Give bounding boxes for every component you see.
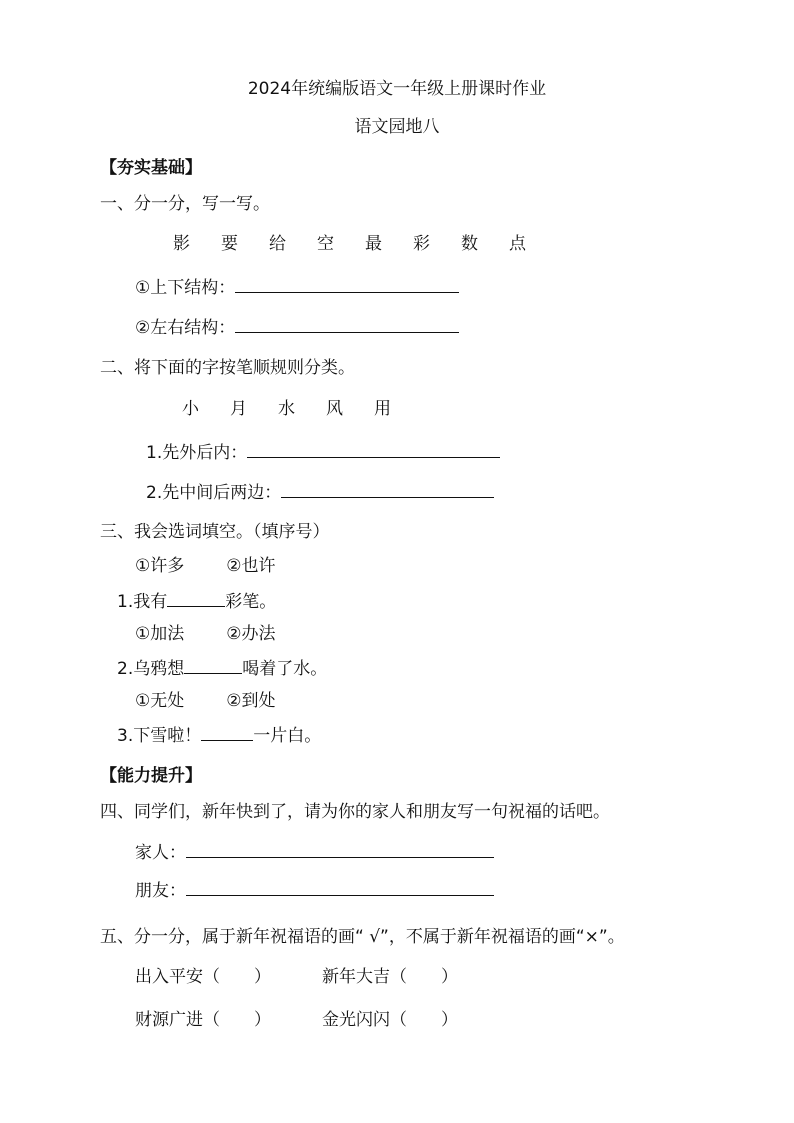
sentence-3: [117, 724, 321, 747]
greeting-item[interactable]: 出入平安（ ）: [135, 967, 271, 987]
page-subtitle: 语文园地八: [354, 117, 440, 137]
sentence-2: [117, 657, 327, 680]
char-item: 水: [278, 399, 295, 419]
options-row: [135, 623, 276, 645]
char-item: 小: [182, 399, 199, 419]
char-item: 彩: [413, 234, 430, 254]
question-5-prompt: 五、分一分，属于新年祝福语的画“ √”，不属于新年祝福语的画“×”。: [100, 927, 625, 947]
sentence-3-start: 3.下雪啦！: [117, 726, 202, 746]
answer-blank[interactable]: [186, 841, 494, 858]
question-2a-label: 1.先外后内：: [146, 443, 248, 463]
question-4b-label: 朋友：: [135, 881, 186, 901]
char-item: 数: [461, 234, 478, 254]
char-item: 月: [230, 399, 247, 419]
char-item: 给: [269, 234, 286, 254]
char-item: 空: [317, 234, 334, 254]
sentence-1-end: 彩笔。: [225, 592, 277, 612]
option-a: ①许多: [135, 556, 185, 576]
question-1-prompt: 一、分一分，写一写。: [100, 194, 270, 214]
question-1b: [135, 316, 459, 339]
question-2-chars: [182, 398, 422, 420]
answer-blank[interactable]: [201, 724, 253, 741]
answer-blank[interactable]: [235, 276, 459, 293]
greeting-item[interactable]: 财源广进（ ）: [135, 1010, 271, 1030]
question-1-chars: [173, 233, 557, 255]
question-2b-label: 2.先中间后两边：: [146, 483, 282, 503]
question-1a-label: ①上下结构：: [135, 278, 236, 298]
question-2a: [146, 441, 500, 464]
option-b: ②办法: [226, 624, 276, 644]
question-4a-label: 家人：: [135, 843, 186, 863]
char-item: 风: [326, 399, 343, 419]
char-item: 点: [509, 234, 526, 254]
sentence-2-start: 2.乌鸦想: [117, 659, 185, 679]
char-item: 要: [221, 234, 238, 254]
answer-blank[interactable]: [247, 441, 500, 458]
sentence-3-end: 一片白。: [253, 726, 322, 746]
question-2b: [146, 481, 494, 504]
answer-blank[interactable]: [235, 316, 459, 333]
option-b: ②到处: [226, 691, 276, 711]
char-item: 最: [365, 234, 382, 254]
page-title: 2024年统编版语文一年级上册课时作业: [247, 79, 547, 99]
sentence-2-end: 喝着了水。: [242, 659, 328, 679]
greeting-item[interactable]: 新年大吉（ ）: [322, 967, 458, 987]
question-1a: [135, 276, 459, 299]
char-item: 影: [173, 234, 190, 254]
answer-blank[interactable]: [184, 657, 242, 674]
option-a: ①无处: [135, 691, 185, 711]
answer-blank[interactable]: [281, 481, 494, 498]
option-b: ②也许: [226, 556, 276, 576]
answer-blank[interactable]: [167, 590, 225, 607]
question-3-prompt: 三、我会选词填空。（填序号）: [100, 522, 330, 542]
question-2-prompt: 二、将下面的字按笔顺规则分类。: [100, 358, 355, 378]
question-1b-label: ②左右结构：: [135, 318, 236, 338]
option-a: ①加法: [135, 624, 185, 644]
question-4-prompt: 四、同学们，新年快到了，请为你的家人和朋友写一句祝福的话吧。: [100, 802, 610, 822]
options-row: [135, 690, 276, 712]
question-4b: [135, 879, 494, 902]
greeting-item[interactable]: 金光闪闪（ ）: [322, 1010, 458, 1030]
char-item: 用: [374, 399, 391, 419]
options-row: [135, 555, 276, 577]
section-heading-advanced: 【能力提升】: [100, 766, 202, 786]
question-4a: [135, 841, 494, 864]
sentence-1-start: 1.我有: [117, 592, 168, 612]
section-heading-basic: 【夯实基础】: [100, 158, 202, 178]
answer-blank[interactable]: [186, 879, 494, 896]
sentence-1: [117, 590, 276, 613]
